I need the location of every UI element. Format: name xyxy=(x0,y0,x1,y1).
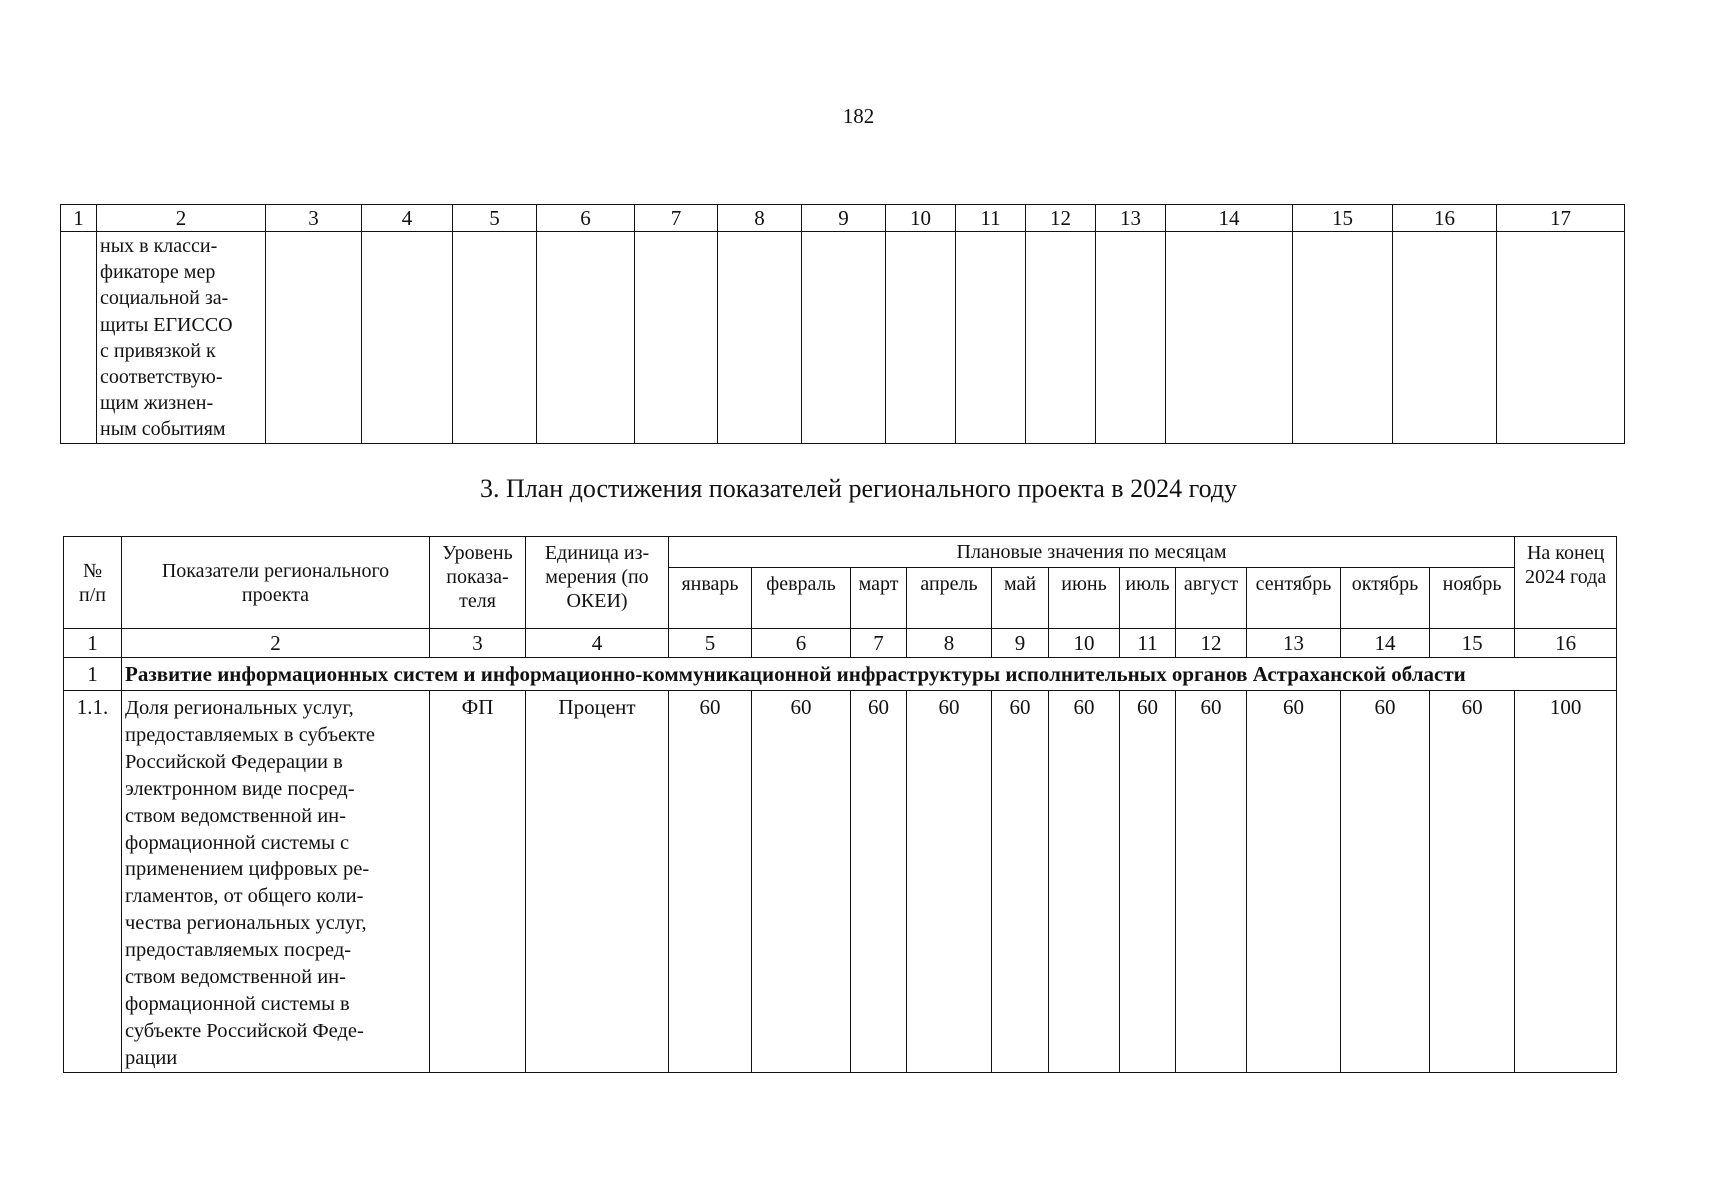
empty-cell xyxy=(1096,232,1166,444)
continuation-text-cell xyxy=(97,232,266,444)
month-header: май xyxy=(992,568,1049,629)
month-value: 60 xyxy=(1120,691,1176,1073)
column-number: 11 xyxy=(956,205,1026,232)
section-row xyxy=(64,658,1617,691)
month-value: 60 xyxy=(1176,691,1247,1073)
column-number: 15 xyxy=(1430,629,1515,658)
month-header: июль xyxy=(1120,568,1176,629)
month-header: январь xyxy=(669,568,752,629)
empty-cell xyxy=(537,232,635,444)
month-header: март xyxy=(851,568,907,629)
month-value: 60 xyxy=(1430,691,1515,1073)
month-value: 60 xyxy=(851,691,907,1073)
month-header: февраль xyxy=(752,568,851,629)
header-indicators: Показатели регионального проекта xyxy=(122,537,430,629)
month-header: август xyxy=(1176,568,1247,629)
level-cell: ФП xyxy=(430,691,526,1073)
column-number: 3 xyxy=(266,205,362,232)
month-value: 60 xyxy=(752,691,851,1073)
empty-cell xyxy=(886,232,956,444)
unit-cell: Процент xyxy=(526,691,669,1073)
row-number: 1.1. xyxy=(64,691,122,1073)
column-number: 5 xyxy=(669,629,752,658)
indicator-text: Доля региональных услуг, предоставляемых в субъекте Российской Федерации в электронном виде посред- ством ведомственной ин- формационной системы с применением цифровых ре- гламентов, от общего коли- чества региональных услуг, предоставляемых посред- ством ведомственной ин- формационной системы в субъекте Российской Феде- рации xyxy=(125,697,375,1069)
column-number: 8 xyxy=(907,629,992,658)
continuation-row xyxy=(61,232,1625,444)
header-end-of-year: На конец 2024 года xyxy=(1515,537,1617,629)
empty-cell xyxy=(61,232,97,444)
empty-cell xyxy=(266,232,362,444)
column-number: 16 xyxy=(1515,629,1617,658)
month-value: 60 xyxy=(669,691,752,1073)
column-number: 16 xyxy=(1393,205,1497,232)
empty-cell xyxy=(635,232,718,444)
column-number: 9 xyxy=(992,629,1049,658)
header-number: № п/п xyxy=(64,537,122,629)
header-row xyxy=(64,537,1617,568)
month-value: 60 xyxy=(907,691,992,1073)
column-number: 15 xyxy=(1293,205,1393,232)
column-number: 11 xyxy=(1120,629,1176,658)
column-number: 14 xyxy=(1166,205,1293,232)
month-value: 60 xyxy=(1341,691,1430,1073)
column-number: 6 xyxy=(537,205,635,232)
column-number: 14 xyxy=(1341,629,1430,658)
continuation-text: ных в класси- фикаторе мер социальной за- щиты ЕГИССО с привязкой к соответствую- щим жизнен- ным событиям xyxy=(100,235,233,441)
plan-column-numbers xyxy=(64,629,1617,658)
column-number: 12 xyxy=(1026,205,1096,232)
column-number: 2 xyxy=(122,629,430,658)
column-number: 17 xyxy=(1497,205,1625,232)
end-of-year-value: 100 xyxy=(1515,691,1617,1073)
column-number: 2 xyxy=(97,205,266,232)
empty-cell xyxy=(1026,232,1096,444)
column-number: 6 xyxy=(752,629,851,658)
column-number: 10 xyxy=(1049,629,1120,658)
column-number: 5 xyxy=(453,205,537,232)
column-number: 7 xyxy=(635,205,718,232)
section-number: 1 xyxy=(64,658,122,691)
continuation-table xyxy=(60,204,1625,444)
header-planned-values: Плановые значения по месяцам xyxy=(669,537,1515,568)
month-header: апрель xyxy=(907,568,992,629)
empty-cell xyxy=(802,232,886,444)
column-number: 4 xyxy=(362,205,453,232)
plan-table xyxy=(63,536,1617,1073)
column-number: 13 xyxy=(1096,205,1166,232)
header-unit: Единица из-мерения (по ОКЕИ) xyxy=(526,537,669,629)
header-level: Уровень показа-теля xyxy=(430,537,526,629)
page-number: 182 xyxy=(842,104,875,128)
indicator-cell xyxy=(122,691,430,1073)
empty-cell xyxy=(453,232,537,444)
column-number: 9 xyxy=(802,205,886,232)
empty-cell xyxy=(718,232,802,444)
month-header: октябрь xyxy=(1341,568,1430,629)
month-header: сентябрь xyxy=(1247,568,1341,629)
continuation-column-numbers xyxy=(61,205,1625,232)
month-value: 60 xyxy=(1247,691,1341,1073)
month-value: 60 xyxy=(992,691,1049,1073)
section-title: 3. План достижения показателей регионального проекта в 2024 году xyxy=(479,474,1238,503)
section-name: Развитие информационных систем и информационно-коммуникационной инфраструктуры исполнительных органов Астраханской области xyxy=(122,658,1617,691)
empty-cell xyxy=(1393,232,1497,444)
month-value: 60 xyxy=(1049,691,1120,1073)
column-number: 8 xyxy=(718,205,802,232)
column-number: 3 xyxy=(430,629,526,658)
column-number: 10 xyxy=(886,205,956,232)
table-row xyxy=(64,691,1617,1073)
column-number: 7 xyxy=(851,629,907,658)
empty-cell xyxy=(1293,232,1393,444)
empty-cell xyxy=(1497,232,1625,444)
column-number: 4 xyxy=(526,629,669,658)
column-number: 1 xyxy=(61,205,97,232)
month-header: ноябрь xyxy=(1430,568,1515,629)
empty-cell xyxy=(362,232,453,444)
column-number: 12 xyxy=(1176,629,1247,658)
empty-cell xyxy=(1166,232,1293,444)
empty-cell xyxy=(956,232,1026,444)
column-number: 13 xyxy=(1247,629,1341,658)
month-header: июнь xyxy=(1049,568,1120,629)
column-number: 1 xyxy=(64,629,122,658)
